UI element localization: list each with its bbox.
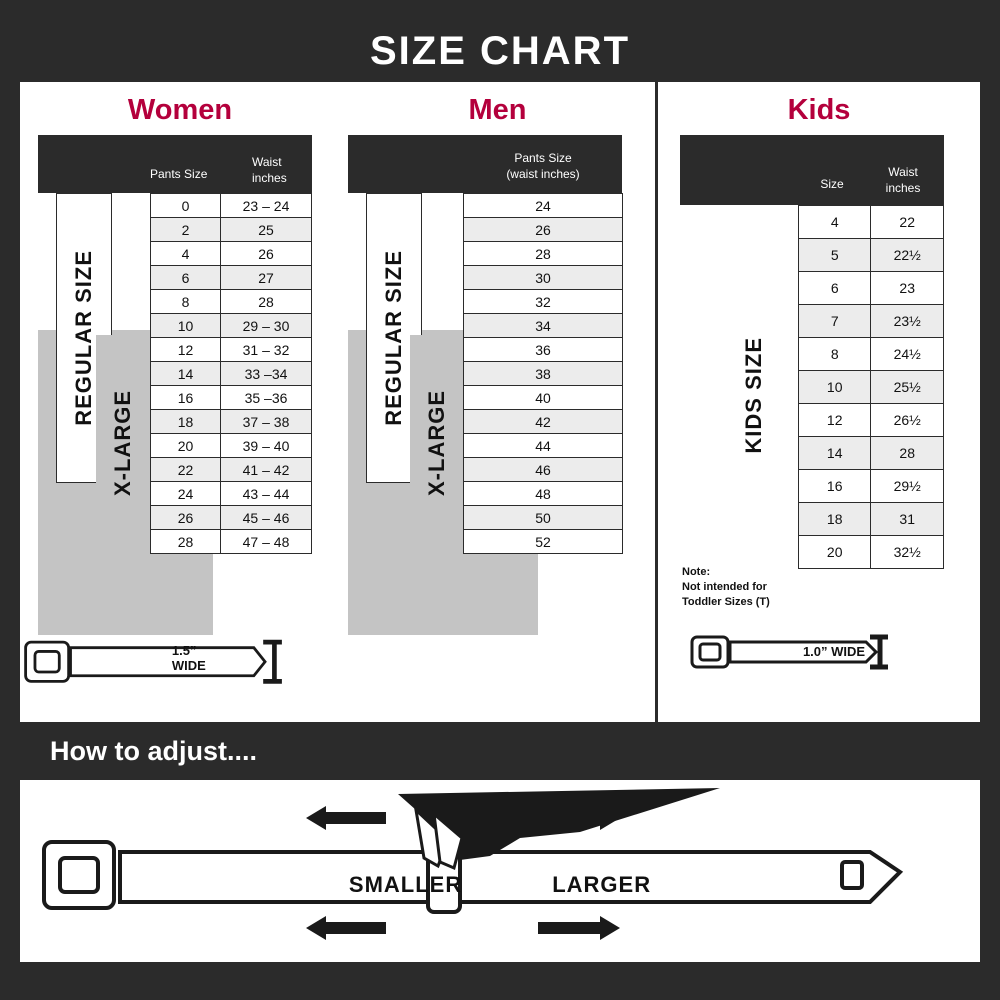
cell-size: 44 bbox=[464, 434, 623, 458]
table-row bbox=[464, 482, 623, 506]
cell-waist: 22½ bbox=[871, 239, 944, 272]
cell-waist: 28 bbox=[871, 437, 944, 470]
table-row bbox=[464, 458, 623, 482]
cell-size: 6 bbox=[799, 272, 871, 305]
cell-size: 4 bbox=[799, 206, 871, 239]
table-row bbox=[151, 506, 312, 530]
cell-waist: 28 bbox=[221, 290, 312, 314]
cell-size: 46 bbox=[464, 458, 623, 482]
table-row bbox=[799, 272, 944, 305]
size-tables-panel bbox=[20, 82, 980, 722]
cell-size: 40 bbox=[464, 386, 623, 410]
belt-15-svg bbox=[20, 627, 282, 689]
howto-panel bbox=[20, 780, 980, 962]
cell-waist: 26 bbox=[221, 242, 312, 266]
women-xlarge-box bbox=[96, 335, 150, 550]
table-row bbox=[464, 194, 623, 218]
table-row bbox=[464, 506, 623, 530]
table-row bbox=[464, 530, 623, 554]
cell-waist: 45 – 46 bbox=[221, 506, 312, 530]
cell-waist: 43 – 44 bbox=[221, 482, 312, 506]
cell-waist: 31 – 32 bbox=[221, 338, 312, 362]
table-row bbox=[799, 338, 944, 371]
cell-size: 18 bbox=[151, 410, 221, 434]
women-xlarge-label: X-LARGE bbox=[110, 389, 135, 496]
women-regular-size-label: REGULAR SIZE bbox=[71, 250, 96, 426]
table-row bbox=[799, 404, 944, 437]
cell-size: 14 bbox=[799, 437, 871, 470]
women-header-waist: Waist bbox=[252, 155, 282, 169]
cell-size: 32 bbox=[464, 290, 623, 314]
larger-label: LARGER bbox=[552, 872, 652, 897]
table-row bbox=[464, 266, 623, 290]
table-row bbox=[799, 305, 944, 338]
cell-waist: 23 – 24 bbox=[221, 194, 312, 218]
cell-size: 16 bbox=[799, 470, 871, 503]
cell-size: 14 bbox=[151, 362, 221, 386]
table-row bbox=[799, 239, 944, 272]
table-row bbox=[464, 386, 623, 410]
women-header-inches: inches bbox=[252, 171, 287, 185]
kids-size-label-box bbox=[724, 195, 784, 595]
men-column bbox=[340, 82, 655, 722]
cell-size: 30 bbox=[464, 266, 623, 290]
howto-heading: How to adjust.... bbox=[50, 735, 257, 766]
page-title-bar bbox=[20, 20, 980, 82]
table-row bbox=[151, 314, 312, 338]
women-belt-width-graphic bbox=[20, 627, 340, 689]
table-row bbox=[799, 371, 944, 404]
women-header-pants-size: Pants Size bbox=[150, 167, 208, 181]
women-heading: Women bbox=[127, 94, 233, 126]
table-row bbox=[151, 266, 312, 290]
kids-header-waist: Waist bbox=[888, 165, 918, 179]
men-xlarge-box bbox=[410, 335, 464, 550]
table-row bbox=[464, 314, 623, 338]
table-row bbox=[799, 206, 944, 239]
cell-size: 7 bbox=[799, 305, 871, 338]
cell-waist: 31 bbox=[871, 503, 944, 536]
table-row bbox=[799, 437, 944, 470]
table-row bbox=[464, 290, 623, 314]
cell-size: 8 bbox=[799, 338, 871, 371]
cell-size: 52 bbox=[464, 530, 623, 554]
table-row bbox=[464, 218, 623, 242]
men-heading: Men bbox=[468, 94, 527, 126]
men-regular-size-label: REGULAR SIZE bbox=[381, 250, 406, 426]
table-row bbox=[464, 338, 623, 362]
cell-waist: 23½ bbox=[871, 305, 944, 338]
cell-size: 50 bbox=[464, 506, 623, 530]
cell-size: 38 bbox=[464, 362, 623, 386]
cell-waist: 24½ bbox=[871, 338, 944, 371]
cell-waist: 47 – 48 bbox=[221, 530, 312, 554]
cell-size: 0 bbox=[151, 194, 221, 218]
cell-waist: 37 – 38 bbox=[221, 410, 312, 434]
cell-waist: 25 bbox=[221, 218, 312, 242]
kids-size-table bbox=[798, 205, 944, 569]
table-row bbox=[151, 362, 312, 386]
cell-size: 4 bbox=[151, 242, 221, 266]
cell-size: 20 bbox=[151, 434, 221, 458]
cell-size: 10 bbox=[151, 314, 221, 338]
men-header-pants-size: Pants Size bbox=[514, 151, 572, 165]
kids-table-header bbox=[680, 135, 944, 205]
cell-waist: 26½ bbox=[871, 404, 944, 437]
cell-size: 26 bbox=[464, 218, 623, 242]
cell-size: 5 bbox=[799, 239, 871, 272]
table-row bbox=[464, 242, 623, 266]
table-row bbox=[464, 410, 623, 434]
women-size-table bbox=[150, 193, 312, 554]
cell-size: 28 bbox=[151, 530, 221, 554]
cell-size: 2 bbox=[151, 218, 221, 242]
table-row bbox=[464, 362, 623, 386]
women-table-header bbox=[38, 135, 312, 193]
table-row bbox=[151, 410, 312, 434]
cell-size: 42 bbox=[464, 410, 623, 434]
table-row bbox=[151, 482, 312, 506]
women-column bbox=[20, 82, 340, 722]
women-belt-width-label: 1.5” WIDE bbox=[171, 643, 206, 673]
men-header-waist-inches: (waist inches) bbox=[506, 167, 580, 181]
men-xlarge-label: X-LARGE bbox=[424, 389, 449, 496]
cell-waist: 25½ bbox=[871, 371, 944, 404]
table-row bbox=[151, 386, 312, 410]
cell-size: 26 bbox=[151, 506, 221, 530]
cell-size: 6 bbox=[151, 266, 221, 290]
table-row bbox=[799, 470, 944, 503]
kids-note-line2: Not intended for bbox=[682, 580, 767, 593]
table-row bbox=[799, 536, 944, 569]
cell-waist: 41 – 42 bbox=[221, 458, 312, 482]
kids-header-size: Size bbox=[820, 177, 844, 191]
howto-bar bbox=[20, 722, 980, 780]
table-row bbox=[151, 194, 312, 218]
table-row bbox=[151, 242, 312, 266]
cell-size: 28 bbox=[464, 242, 623, 266]
cell-size: 34 bbox=[464, 314, 623, 338]
cell-waist: 33 –34 bbox=[221, 362, 312, 386]
table-row bbox=[151, 290, 312, 314]
men-size-table bbox=[463, 193, 623, 554]
cell-size: 12 bbox=[151, 338, 221, 362]
cell-size: 18 bbox=[799, 503, 871, 536]
cell-waist: 32½ bbox=[871, 536, 944, 569]
table-row bbox=[151, 434, 312, 458]
table-row bbox=[151, 218, 312, 242]
men-table-header bbox=[348, 135, 622, 193]
cell-waist: 29½ bbox=[871, 470, 944, 503]
cell-size: 12 bbox=[799, 404, 871, 437]
cell-size: 36 bbox=[464, 338, 623, 362]
cell-size: 22 bbox=[151, 458, 221, 482]
kids-belt-width-label: 1.0” WIDE bbox=[802, 643, 866, 659]
cell-size: 16 bbox=[151, 386, 221, 410]
cell-waist: 39 – 40 bbox=[221, 434, 312, 458]
cell-size: 24 bbox=[464, 194, 623, 218]
page-title: SIZE CHART bbox=[370, 28, 630, 73]
cell-size: 8 bbox=[151, 290, 221, 314]
table-row bbox=[799, 503, 944, 536]
kids-size-label: KIDS SIZE bbox=[741, 336, 766, 454]
table-row bbox=[151, 458, 312, 482]
cell-waist: 27 bbox=[221, 266, 312, 290]
cell-waist: 23 bbox=[871, 272, 944, 305]
kids-heading: Kids bbox=[787, 94, 851, 126]
cell-waist: 29 – 30 bbox=[221, 314, 312, 338]
cell-size: 48 bbox=[464, 482, 623, 506]
cell-waist: 35 –36 bbox=[221, 386, 312, 410]
cell-size: 20 bbox=[799, 536, 871, 569]
table-row bbox=[151, 530, 312, 554]
kids-header-inches: inches bbox=[885, 181, 921, 195]
table-row bbox=[464, 434, 623, 458]
cell-waist: 22 bbox=[871, 206, 944, 239]
kids-note-line3: Toddler Sizes (T) bbox=[682, 595, 770, 608]
belt-adjust-diagram bbox=[20, 780, 980, 962]
kids-note bbox=[682, 565, 792, 610]
table-row bbox=[151, 338, 312, 362]
kids-note-line1: Note: bbox=[682, 566, 711, 578]
kids-column bbox=[655, 82, 980, 722]
cell-size: 10 bbox=[799, 371, 871, 404]
smaller-label: SMALLER bbox=[348, 872, 463, 897]
cell-size: 24 bbox=[151, 482, 221, 506]
